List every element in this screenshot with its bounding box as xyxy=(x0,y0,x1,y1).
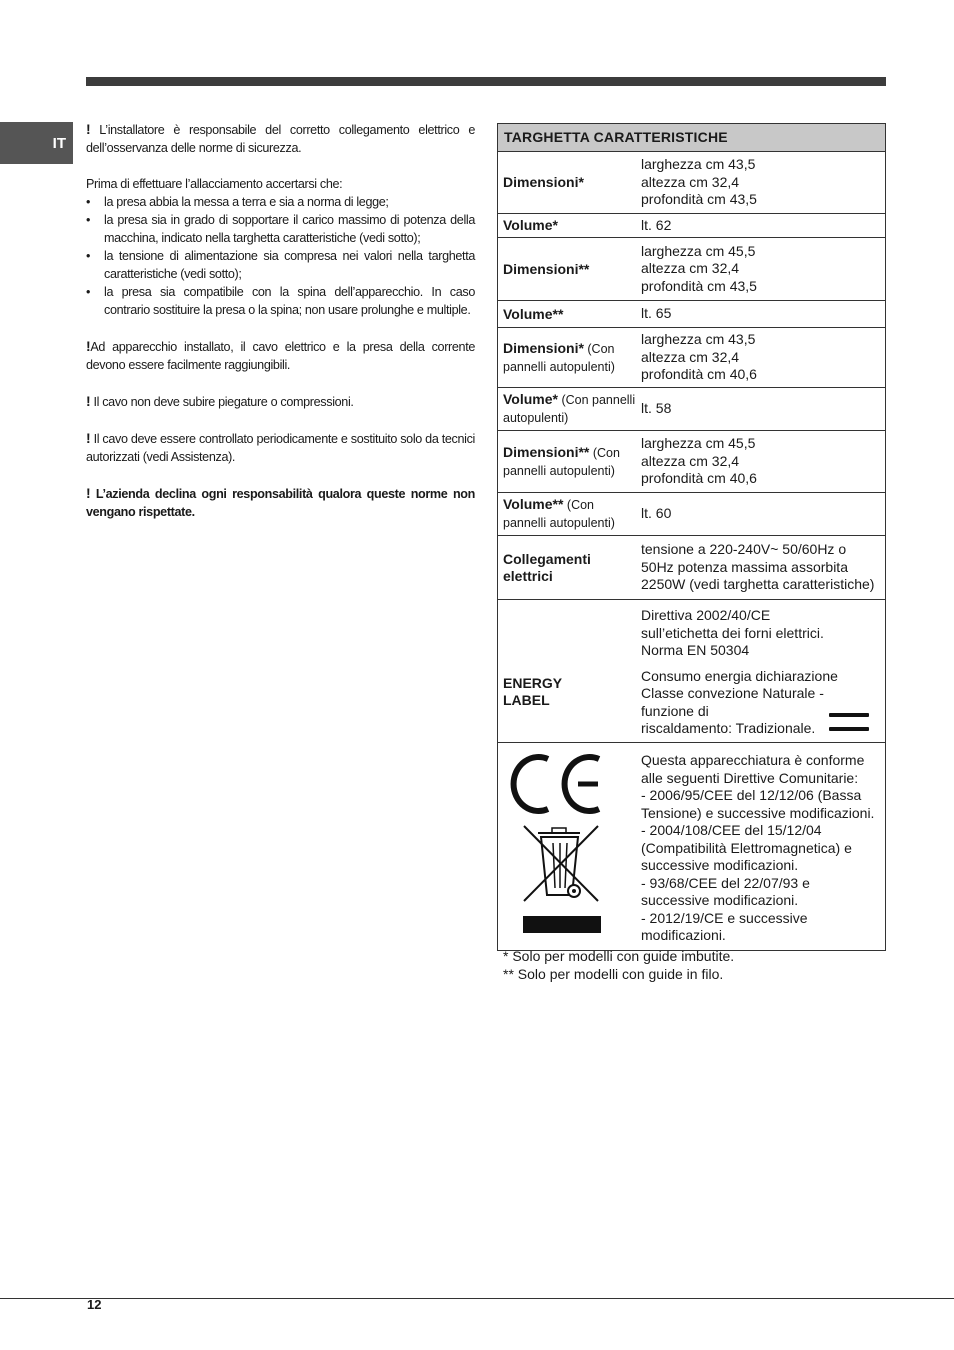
value-line: Norma EN 50304 xyxy=(641,642,750,659)
value-line: Consumo energia dichiarazione xyxy=(641,667,838,684)
value-line: modificazioni. xyxy=(641,927,726,944)
paragraph-cable-check xyxy=(86,429,475,466)
row-label: Dimensioni** xyxy=(503,260,590,277)
label-main: Dimensioni** xyxy=(503,443,590,460)
warning-mark: ! xyxy=(86,430,91,446)
value-line: altezza cm 32,4 xyxy=(641,173,740,190)
row-value xyxy=(640,493,885,535)
paragraph-text: Il cavo non deve subire piegature o compressioni. xyxy=(93,395,354,409)
value-line: profondità cm 40,6 xyxy=(641,366,757,383)
spec-table xyxy=(497,123,886,951)
checklist xyxy=(86,193,475,319)
value-line: alle seguenti Direttive Comunitarie: xyxy=(641,769,859,786)
label-sub: (Con pannelli autopulenti) xyxy=(503,341,615,374)
value-line: altezza cm 32,4 xyxy=(641,260,740,277)
row-value xyxy=(640,214,885,237)
table-row xyxy=(498,301,885,328)
spec-table-title: TARGHETTA CARATTERISTICHE xyxy=(498,124,885,152)
value-line: Questa apparecchiatura è conforme xyxy=(641,752,865,769)
row-value xyxy=(640,388,885,430)
value-line: - 2006/95/CEE del 12/12/06 (Bassa xyxy=(641,787,862,804)
value-line: sull’etichetta dei forni elettrici. xyxy=(641,624,824,641)
value-line: 2250W (vedi targhetta caratteristiche) xyxy=(641,576,875,593)
paragraph-text: Ad apparecchio installato, il cavo elettrico e la presa della corrente devono essere facilmente raggiungibili. xyxy=(86,340,475,372)
row-label: Volume* xyxy=(503,217,558,233)
table-row-energy xyxy=(498,600,885,743)
value-line: Tensione) e successive modificazioni. xyxy=(641,804,875,821)
weee-bin-icon xyxy=(523,826,601,933)
row-value xyxy=(640,328,885,387)
value-line: larghezza cm 43,5 xyxy=(641,331,756,348)
list-item: • la tensione di alimentazione sia compresa nei valori nella targhetta caratteristiche (vedi sotto); xyxy=(86,247,475,283)
paragraph-cable-bend xyxy=(86,392,475,411)
value-line: successive modificazioni. xyxy=(641,857,799,874)
row-value xyxy=(640,431,885,492)
row-label xyxy=(498,431,640,492)
row-value xyxy=(640,743,885,950)
label-sub: (Con pannelli autopulenti) xyxy=(503,393,636,425)
row-label xyxy=(498,600,640,742)
footnotes xyxy=(503,948,734,983)
table-row xyxy=(498,152,885,214)
value-line: tensione a 220-240V~ 50/60Hz o xyxy=(641,541,847,558)
row-value xyxy=(640,536,885,599)
value-line: profondità cm 40,6 xyxy=(641,470,757,487)
value-line: 50Hz potenza massima assorbita xyxy=(641,558,848,575)
warning-mark: ! xyxy=(86,121,91,137)
warning-mark: ! xyxy=(86,338,91,354)
row-value xyxy=(640,301,885,327)
table-row xyxy=(498,536,885,600)
table-row xyxy=(498,431,885,493)
value-line: altezza cm 32,4 xyxy=(641,348,740,365)
paragraph-text: L’installatore è responsabile del corretto collegamento elettrico e dell’osservanza delle norme di sicurezza. xyxy=(86,123,475,155)
value-line: lt. 58 xyxy=(641,400,672,417)
table-row xyxy=(498,388,885,431)
value-line: funzione di xyxy=(641,702,709,719)
ce-mark-icon xyxy=(498,743,640,950)
label-sub: (Con pannelli autopulenti) xyxy=(503,498,615,530)
value-line: profondità cm 43,5 xyxy=(641,191,757,208)
language-label: IT xyxy=(52,134,66,152)
paragraph-text: L’azienda declina ogni responsabilità qualora queste norme non vengano rispettate. xyxy=(86,487,475,519)
table-row xyxy=(498,328,885,388)
table-row xyxy=(498,214,885,238)
paragraph-intro: Prima di effettuare l’allacciamento accertarsi che: xyxy=(86,177,343,191)
header-bar xyxy=(86,77,886,86)
table-row xyxy=(498,493,885,536)
row-label xyxy=(498,388,640,430)
row-value xyxy=(640,238,885,300)
row-label: Dimensioni* xyxy=(503,174,584,190)
value-line: - 93/68/CEE del 22/07/93 e xyxy=(641,874,810,891)
label-main: Volume** xyxy=(503,496,564,512)
value-line: profondità cm 43,5 xyxy=(641,277,757,294)
installation-text xyxy=(86,120,475,521)
paragraph-disclaimer xyxy=(86,484,475,521)
label-sub: (Con pannelli autopulenti) xyxy=(503,445,620,478)
energy-class-bars-icon xyxy=(829,713,869,732)
value-line: - 2004/108/CEE del 15/12/04 xyxy=(641,822,822,839)
language-tab xyxy=(0,122,73,164)
value-line: riscaldamento: Tradizionale. xyxy=(641,720,816,737)
value-line: (Compatibilità Elettromagnetica) e xyxy=(641,839,852,856)
list-item: • la presa sia compatibile con la spina dell’apparecchio. In caso contrario sostituire la presa o la spina; non usare prolunghe e multiple. xyxy=(86,283,475,319)
row-label xyxy=(498,493,640,535)
label-main: Volume* xyxy=(503,391,558,407)
row-label xyxy=(498,328,640,387)
label-main: ENERGY xyxy=(503,675,563,691)
row-value xyxy=(640,600,885,742)
label-main: Dimensioni* xyxy=(503,339,584,356)
page-number: 12 xyxy=(87,1297,102,1312)
value-line: larghezza cm 45,5 xyxy=(641,242,756,259)
value-line: lt. 65 xyxy=(641,305,672,322)
table-row-compliance xyxy=(498,743,885,950)
warning-mark: ! xyxy=(86,485,91,501)
value-line: lt. 62 xyxy=(641,216,672,233)
value-line: successive modificazioni. xyxy=(641,892,799,909)
row-value xyxy=(640,152,885,213)
value-line: altezza cm 32,4 xyxy=(641,452,740,469)
value-line: Direttiva 2002/40/CE xyxy=(641,607,771,624)
value-line: - 2012/19/CE e successive xyxy=(641,909,808,926)
paragraph-installer xyxy=(86,120,475,157)
row-label xyxy=(498,536,640,599)
value-line: larghezza cm 45,5 xyxy=(641,435,756,452)
value-line: larghezza cm 43,5 xyxy=(641,156,756,173)
label-main: elettrici xyxy=(503,567,553,584)
paragraph-text: Il cavo deve essere controllato periodicamente e sostituito solo da tecnici autorizzati (vedi Assistenza). xyxy=(86,432,475,464)
row-label: Volume** xyxy=(503,305,564,322)
label-main: Collegamenti xyxy=(503,550,591,567)
list-item: • la presa sia in grado di sopportare il carico massimo di potenza della macchina, indicato nella targhetta caratteristiche (vedi sotto); xyxy=(86,211,475,247)
value-line: lt. 60 xyxy=(641,505,672,522)
footnote: ** Solo per modelli con guide in filo. xyxy=(503,965,724,982)
label-main: LABEL xyxy=(503,692,550,708)
footer-rule xyxy=(0,1298,954,1299)
footnote: * Solo per modelli con guide imbutite. xyxy=(503,948,735,964)
list-item: • la presa abbia la messa a terra e sia a norma di legge; xyxy=(86,193,475,211)
value-line: Classe convezione Naturale - xyxy=(641,685,824,702)
compliance-logos xyxy=(498,743,640,950)
paragraph-accessible xyxy=(86,337,475,374)
table-row xyxy=(498,238,885,301)
warning-mark: ! xyxy=(86,393,91,409)
